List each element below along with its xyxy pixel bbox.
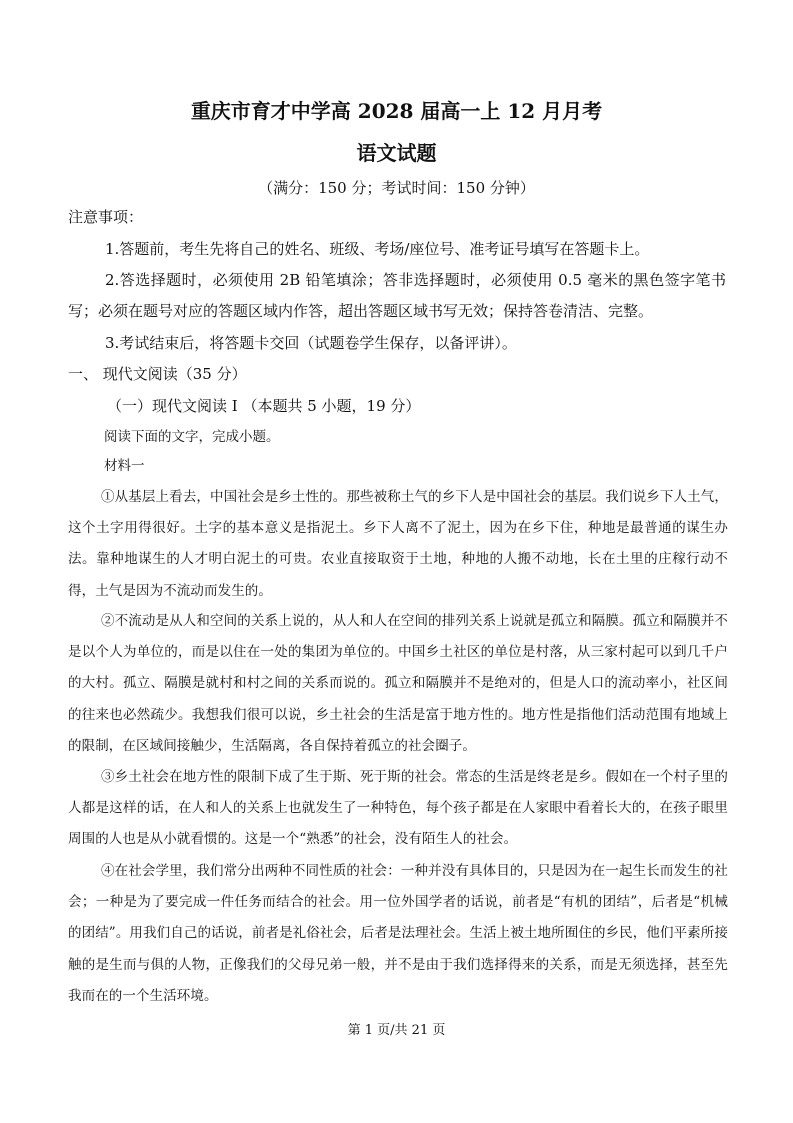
score-time-line: （满分：150 分；考试时间：150 分钟）: [258, 179, 535, 197]
notice-item-3: 3.考试结束后，将答题卡交回（试题卷学生保存，以备评讲）。: [105, 334, 517, 352]
reading-instruction: 阅读下面的文字，完成小题。: [104, 429, 280, 445]
section-heading: 一、 现代文阅读（35 分）: [68, 365, 247, 383]
exam-subtitle: 语文试题: [356, 141, 437, 165]
paragraph-4: ④在社会学里，我们常分出两种不同性质的社会：一种并没有具体目的，只是因为在一起生长而发生的社会；一种是为了要完成一件任务而结合的社会。用一位外国学者的话说，前者是“有机的团结”，后者是“机械的团结”。用我们自己的话说，前者是礼俗社会，后者是法理社会。生活上被土地所囿住的乡民，他们平素所接触的是生而与俱的人物，正像我们的父母兄弟一般，并不是由于我们选择得来的关系，而是无须选择，甚至先我而在的一个生活环境。: [68, 863, 728, 1004]
paragraph-1: ①从基层上看去，中国社会是乡土性的。那些被称土气的乡下人是中国社会的基层。我们说乡下人土气，这个土字用得很好。土字的基本意义是指泥土。乡下人离不了泥土，因为在乡下住，种地是最普通的谋生办法。靠种地谋生的人才明白泥土的可贵。农业直接取资于土地，种地的人搬不动地，长在土里的庄稼行动不得，土气是因为不流动而发生的。: [68, 489, 728, 599]
notice-heading: 注意事项：: [68, 208, 144, 226]
subsection-heading: （一）现代文阅读 I （本题共 5 小题，19 分）: [107, 397, 421, 415]
paragraph-2: ②不流动是从人和空间的关系上说的，从人和人在空间的排列关系上说就是孤立和隔膜。孤立和隔膜并不是以个人为单位的，而是以住在一处的集团为单位的。中国乡土社区的单位是村落，从三家村起可以到几千户的大村。孤立、隔膜是就村和村之间的关系而说的。孤立和隔膜并不是绝对的，但是人口的流动率小，社区间的往来也必然疏少。我想我们很可以说，乡土社会的生活是富于地方性的。地方性是指他们活动范围有地域上的限制，在区域间接触少，生活隔离，各自保持着孤立的社会圈子。: [68, 613, 728, 754]
notice-item-1: 1.答题前，考生先将自己的姓名、班级、考场/座位号、准考证号填写在答题卡上。: [105, 240, 650, 258]
paragraph-3: ③乡土社会在地方性的限制下成了生于斯、死于斯的社会。常态的生活是终老是乡。假如在一个村子里的人都是这样的话，在人和人的关系上也就发生了一种特色，每个孩子都是在人家眼中看着长大的，在孩子眼里周围的人也是从小就看惯的。这是一个“熟悉”的社会，没有陌生人的社会。: [68, 769, 728, 848]
notice-item-2: 2.答选择题时，必须使用 2B 铅笔填涂；答非选择题时，必须使用 0.5 毫米的黑色签字笔书写；必须在题号对应的答题区域内作答，超出答题区域书写无效；保持答卷清洁、完整。: [68, 271, 726, 320]
exam-title: 重庆市育才中学高 2028 届高一上 12 月月考: [190, 99, 603, 123]
page-footer: 第 1 页/共 21 页: [347, 1023, 446, 1038]
material-label: 材料一: [104, 458, 145, 474]
